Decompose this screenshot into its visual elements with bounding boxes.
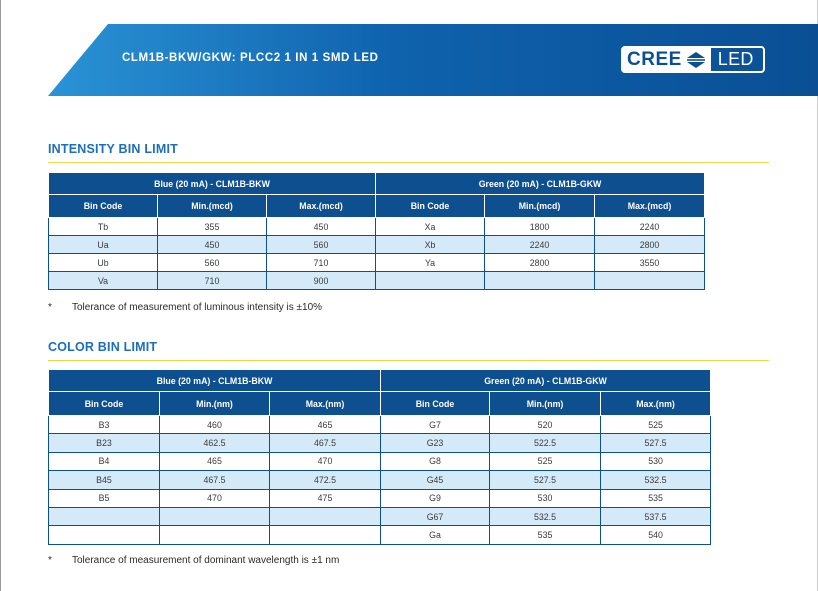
column-header: Bin Code (49, 392, 160, 416)
table-cell: B45 (49, 471, 160, 489)
table-cell: 710 (158, 272, 267, 290)
table-cell: 470 (270, 452, 381, 470)
table-cell: B23 (49, 434, 160, 452)
table-row (49, 272, 705, 290)
table-cell: 525 (490, 452, 601, 470)
table-cell: 2800 (595, 236, 705, 254)
group-header-blue: Blue (20 mA) - CLM1B-BKW (49, 370, 381, 392)
footnote-marker: * (48, 302, 52, 313)
table-cell: 540 (601, 526, 711, 544)
column-header: Max.(nm) (270, 392, 381, 416)
column-header: Max.(mcd) (595, 195, 705, 218)
column-header: Max.(mcd) (267, 195, 376, 218)
table-cell: 560 (267, 236, 376, 254)
column-header: Bin Code (376, 195, 485, 218)
table-cell: Ub (49, 254, 158, 272)
table-cell: 460 (160, 416, 270, 434)
table-cell: 900 (267, 272, 376, 290)
column-header: Max.(nm) (601, 392, 711, 416)
table-cell: B5 (49, 489, 160, 507)
table-cell: 462.5 (160, 434, 270, 452)
table-cell: 3550 (595, 254, 705, 272)
table-cell: 520 (490, 416, 601, 434)
group-header-green: Green (20 mA) - CLM1B-GKW (376, 173, 705, 195)
table-cell: 467.5 (160, 471, 270, 489)
footnote-text: Tolerance of measurement of luminous intensity is ±10% (72, 302, 323, 313)
column-header: Min.(mcd) (485, 195, 595, 218)
table-cell: Va (49, 272, 158, 290)
table-cell: 522.5 (490, 434, 601, 452)
table-row (49, 507, 711, 525)
table-row (49, 452, 711, 470)
intensity-footnote (48, 302, 322, 313)
table-cell: B3 (49, 416, 160, 434)
table-cell (376, 272, 485, 290)
table-cell: 2240 (595, 218, 705, 236)
table-cell (270, 526, 381, 544)
header-banner (48, 24, 818, 96)
group-header-green: Green (20 mA) - CLM1B-GKW (381, 370, 711, 392)
table-cell: Tb (49, 218, 158, 236)
column-header: Min.(nm) (160, 392, 270, 416)
table-cell: 527.5 (490, 471, 601, 489)
table-cell: Xb (376, 236, 485, 254)
table-cell: 2800 (485, 254, 595, 272)
table-cell: G8 (381, 452, 490, 470)
table-cell: G7 (381, 416, 490, 434)
table-cell: 472.5 (270, 471, 381, 489)
table-cell: 465 (160, 452, 270, 470)
intensity-section-title: INTENSITY BIN LIMIT (48, 142, 178, 156)
document-title: CLM1B-BKW/GKW: PLCC2 1 IN 1 SMD LED (122, 52, 379, 64)
footnote-marker: * (48, 555, 52, 566)
column-header: Min.(mcd) (158, 195, 267, 218)
table-cell: 2240 (485, 236, 595, 254)
table-cell: 467.5 (270, 434, 381, 452)
table-cell: G23 (381, 434, 490, 452)
logo-brand: CREE (623, 48, 684, 71)
table-row (49, 434, 711, 452)
table-cell (270, 507, 381, 525)
cree-led-logo (621, 46, 765, 73)
table-cell: 532.5 (490, 507, 601, 525)
table-cell: 710 (267, 254, 376, 272)
color-section-rule (48, 360, 769, 361)
table-cell: Ya (376, 254, 485, 272)
table-row (49, 236, 705, 254)
table-row (49, 416, 711, 434)
table-cell: B4 (49, 452, 160, 470)
column-header: Bin Code (49, 195, 158, 218)
logo-suffix: LED (717, 49, 754, 69)
table-cell: 560 (158, 254, 267, 272)
cree-arrows-icon (684, 48, 711, 71)
table-cell: 537.5 (601, 507, 711, 525)
table-cell: 475 (270, 489, 381, 507)
table-cell: 535 (490, 526, 601, 544)
color-section-title: COLOR BIN LIMIT (48, 340, 158, 354)
table-cell: 532.5 (601, 471, 711, 489)
table-cell: 465 (270, 416, 381, 434)
table-cell (160, 507, 270, 525)
table-cell: Ua (49, 236, 158, 254)
table-cell (49, 526, 160, 544)
table-cell: G9 (381, 489, 490, 507)
column-header: Min.(nm) (490, 392, 601, 416)
table-cell: 530 (601, 452, 711, 470)
table-cell: 450 (158, 236, 267, 254)
intensity-bin-table (48, 172, 705, 290)
table-cell: 1800 (485, 218, 595, 236)
table-cell: Xa (376, 218, 485, 236)
table-cell: 535 (601, 489, 711, 507)
table-cell: 525 (601, 416, 711, 434)
table-cell (49, 507, 160, 525)
table-row (49, 471, 711, 489)
intensity-section-rule (48, 162, 769, 163)
table-cell: G45 (381, 471, 490, 489)
color-footnote (48, 555, 339, 566)
table-cell: 530 (490, 489, 601, 507)
table-row (49, 489, 711, 507)
page-edge-left (0, 0, 1, 591)
column-header: Bin Code (381, 392, 490, 416)
table-cell (595, 272, 705, 290)
table-row (49, 526, 711, 544)
table-cell: G67 (381, 507, 490, 525)
table-row (49, 254, 705, 272)
table-cell: 470 (160, 489, 270, 507)
table-cell: 527.5 (601, 434, 711, 452)
table-cell (160, 526, 270, 544)
table-cell: 355 (158, 218, 267, 236)
table-cell: Ga (381, 526, 490, 544)
table-cell: 450 (267, 218, 376, 236)
group-header-blue: Blue (20 mA) - CLM1B-BKW (49, 173, 376, 195)
footnote-text: Tolerance of measurement of dominant wavelength is ±1 nm (72, 555, 340, 566)
color-bin-table (48, 369, 711, 545)
table-row (49, 218, 705, 236)
table-cell (485, 272, 595, 290)
